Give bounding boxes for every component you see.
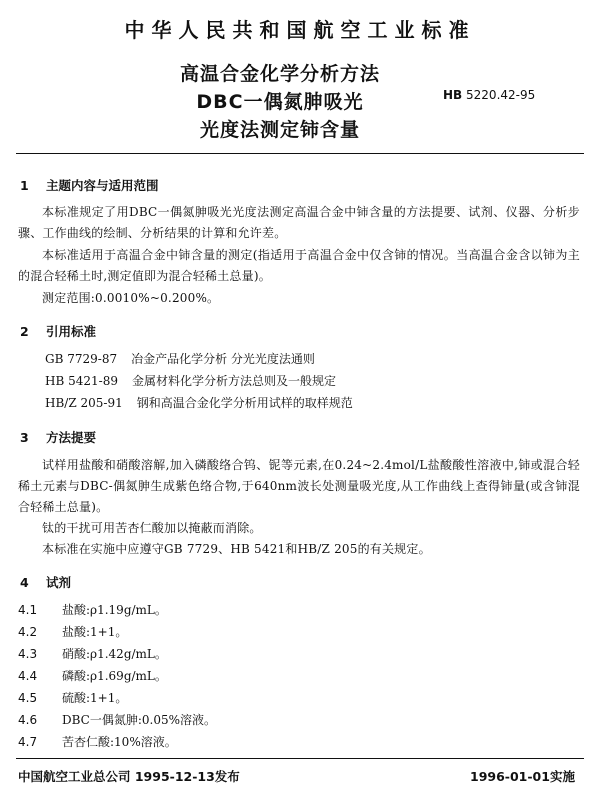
national-standard-banner: 中华人民共和国航空工业标准 xyxy=(124,18,476,42)
section-1-number: 1 xyxy=(20,178,29,193)
section-2-heading xyxy=(20,322,96,340)
section-4-heading xyxy=(20,573,71,591)
reference-title: 钢和高温合金化学分析用试样的取样规范 xyxy=(136,396,353,410)
section-4-number: 4 xyxy=(20,575,29,590)
reagent-text: 硝酸:ρ1.42g/mL。 xyxy=(62,647,167,661)
section-3-number: 3 xyxy=(20,430,29,445)
reagent-number: 4.5 xyxy=(18,691,38,705)
reagent-number: 4.4 xyxy=(18,669,38,683)
section-1-para-3: 测定范围:0.0010%~0.200%。 xyxy=(42,291,220,305)
reagent-text: 硫酸:1+1。 xyxy=(62,691,128,705)
reference-code: GB 7729-87 xyxy=(45,352,118,366)
section-3-para-1: 试样用盐酸和硝酸溶解,加入磷酸络合钨、铌等元素,在0.24~2.4mol/L盐酸酸性溶液中,铈或混合轻稀土元素与DBC-偶氮胂生成紫色络合物,于640nm波长处测量吸光度,从工作曲线上查得铈量(或含铈混合轻稀土总量)。 xyxy=(18,458,580,514)
reagent-text: 磷酸:ρ1.69g/mL。 xyxy=(62,669,167,683)
reference-item xyxy=(45,372,336,389)
reference-item xyxy=(45,394,353,411)
reagent-item xyxy=(18,623,127,640)
reagent-text: DBC一偶氮胂:0.05%溶液。 xyxy=(62,713,217,727)
reagent-number: 4.7 xyxy=(18,735,38,749)
section-1-heading xyxy=(20,176,159,194)
footer-divider xyxy=(16,758,584,759)
reagent-item xyxy=(18,645,167,662)
section-4-title: 试剂 xyxy=(46,575,72,590)
document-title xyxy=(130,60,430,144)
reagent-number: 4.2 xyxy=(18,625,38,639)
standard-prefix: HB xyxy=(443,88,463,102)
reference-title: 冶金产品化学分析 分光光度法通则 xyxy=(131,352,315,366)
section-3-heading xyxy=(20,428,96,446)
reagent-item xyxy=(18,667,167,684)
reference-item xyxy=(45,350,315,367)
section-3-para-3: 本标准在实施中应遵守GB 7729、HB 5421和HB/Z 205的有关规定。 xyxy=(42,542,431,556)
reagent-number: 4.6 xyxy=(18,713,38,727)
reagent-item xyxy=(18,711,216,728)
reference-code: HB 5421-89 xyxy=(45,374,118,388)
section-1-title: 主题内容与适用范围 xyxy=(46,178,159,193)
reference-title: 金属材料化学分析方法总则及一般规定 xyxy=(131,374,336,388)
reagent-item xyxy=(18,733,177,750)
reagent-number: 4.1 xyxy=(18,603,38,617)
reagent-number: 4.3 xyxy=(18,647,38,661)
standard-code xyxy=(443,88,535,102)
section-1-para-2: 本标准适用于高温合金中铈含量的测定(指适用于高温合金中仅含铈的情况。当高温合金含以铈为主的混合轻稀土时,测定值即为混合轻稀土总量)。 xyxy=(18,248,580,283)
section-3-title: 方法提要 xyxy=(46,430,97,445)
section-3-para-2: 钛的干扰可用苦杏仁酸加以掩蔽而消除。 xyxy=(42,521,262,535)
standard-number: 5220.42-95 xyxy=(466,88,536,102)
effective-date: 1996-01-01实施 xyxy=(470,769,575,784)
title-line-2: DBC一偶氮胂吸光 xyxy=(196,91,364,113)
issue-date: 中国航空工业总公司 1995-12-13发布 xyxy=(18,769,240,784)
title-line-1: 高温合金化学分析方法 xyxy=(179,63,380,85)
section-2-title: 引用标准 xyxy=(46,324,97,339)
reagent-text: 苦杏仁酸:10%溶液。 xyxy=(62,735,177,749)
reference-code: HB/Z 205-91 xyxy=(45,396,123,410)
section-1-para-1: 本标准规定了用DBC一偶氮胂吸光光度法测定高温合金中铈含量的方法提要、试剂、仪器、分析步骤、工作曲线的绘制、分析结果的计算和允许差。 xyxy=(18,205,580,240)
reagent-item xyxy=(18,601,167,618)
header-divider xyxy=(16,153,584,154)
reagent-item xyxy=(18,689,127,706)
reagent-text: 盐酸:1+1。 xyxy=(62,625,128,639)
section-2-number: 2 xyxy=(20,324,29,339)
reagent-text: 盐酸:ρ1.19g/mL。 xyxy=(62,603,167,617)
title-line-3: 光度法测定铈含量 xyxy=(199,119,360,141)
